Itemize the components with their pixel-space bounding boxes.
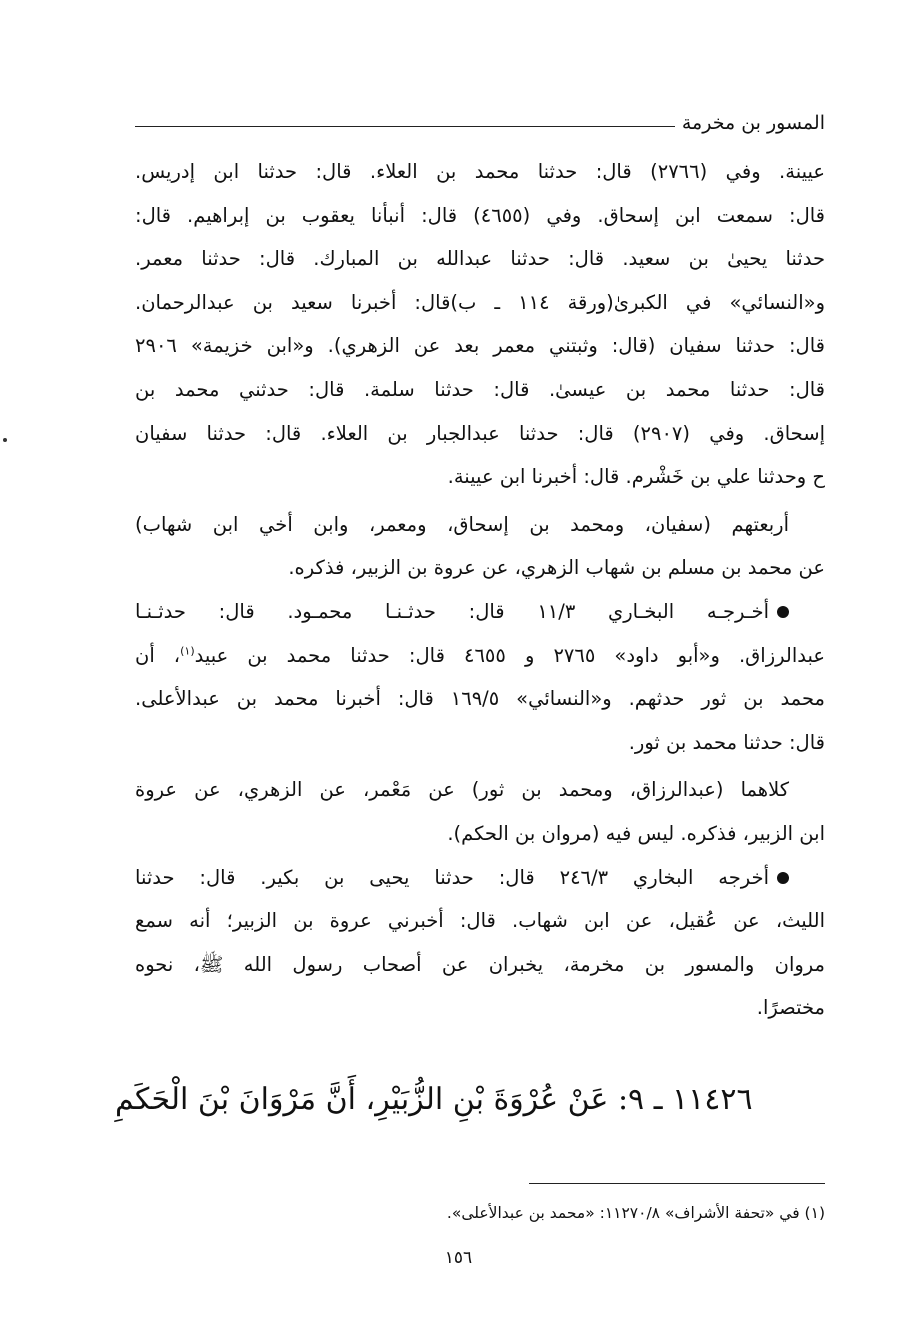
text-line [135,634,825,678]
text-line: أربعتهم (سفيان، ومحمد بن إسحاق، ومعمر، وابن أخي ابن شهاب) [135,512,789,536]
text-line: قال: سمعت ابن إسحاق. وفي (٤٦٥٥) قال: أنبأنا يعقوب بن إبراهيم. قال: [135,203,825,227]
text-line: الليث، عن عُقيل، عن ابن شهاب. قال: أخبرني عروة بن الزبير؛ أنه سمع [135,909,825,933]
text-line-tail: ، أن [135,643,181,667]
text-line-content: أخرجه البخاري ٢٤٦/٣ قال: حدثنا يحيى بن بكير. قال: حدثنا [135,865,769,889]
text-line: قال: حدثنا سفيان (قال: وثبتني معمر بعد عن الزهري). و«ابن خزيمة» ٢٩٠٦ [135,334,825,358]
text-line: قال: حدثنا محمد بن عيسىٰ. قال: حدثنا سلمة. قال: حدثني محمد بن [135,377,825,401]
text-line [135,856,825,900]
page-number: ١٥٦ [444,1248,473,1268]
text-line: ح وحدثنا علي بن خَشْرم. قال: أخبرنا ابن عيينة. [447,465,825,489]
bullet-icon [777,872,789,884]
text-line: ابن الزبير، فذكره. ليس فيه (مروان بن الحكم). [447,821,825,845]
text-line: قال: حدثنا محمد بن ثور. [628,730,825,754]
text-line: عيينة. وفي (٢٧٦٦) قال: حدثنا محمد بن العلاء. قال: حدثنا ابن إدريس. [135,160,825,183]
bullet-icon [777,606,789,618]
hadith-heading: ١١٤٢٦ ـ ٩: عَنْ عُرْوَةَ بْنِ الزُّبَيْرِ، أَنَّ مَرْوَانَ بْنَ الْحَكَمِ [115,1082,753,1117]
text-line [135,590,825,634]
text-line-content: عبدالرزاق. و«أبو داود» ٢٧٦٥ و ٤٦٥٥ قال: حدثنا محمد بن عبيد [194,643,825,667]
running-head-rule [135,126,675,127]
text-line-content: أخـرجـه البخـاري ١١/٣ قال: حدثـنـا محمـود. قال: حدثـنـا [135,599,769,623]
footnote-rule [529,1183,825,1184]
text-line: عن محمد بن مسلم بن شهاب الزهري، عن عروة بن الزبير، فذكره. [288,556,825,580]
margin-mark [3,438,7,442]
text-line: محمد بن ثور حدثهم. و«النسائي» ١٦٩/٥ قال: أخبرنا محمد بن عبدالأعلى. [135,687,825,711]
running-head-title: المسور بن مخرمة [681,112,825,134]
footnote: (١) في «تحفة الأشراف» ١١٢٧٠/٨: «محمد بن عبدالأعلى». [446,1204,825,1222]
text-line: كلاهما (عبدالرزاق، ومحمد بن ثور) عن مَعْمر، عن الزهري، عن عروة [135,778,789,802]
text-line: و«النسائي» في الكبرىٰ(ورقة ١١٤ ـ ب)قال: أخبرنا سعيد بن عبدالرحمان. [135,290,825,314]
footnote-marker: (١) [180,644,195,658]
text-line: مختصرًا. [756,996,825,1020]
text-line: حدثنا يحيىٰ بن سعيد. قال: حدثنا عبدالله بن المبارك. قال: حدثنا معمر. [135,247,825,271]
body-text [135,150,825,1030]
text-line: إسحاق. وفي (٢٩٠٧) قال: حدثنا عبدالجبار بن العلاء. قال: حدثنا سفيان [135,421,825,445]
text-line: مروان والمسور بن مخرمة، يخبران عن أصحاب رسول الله ﷺ، نحوه [135,952,825,976]
running-head [135,112,825,146]
